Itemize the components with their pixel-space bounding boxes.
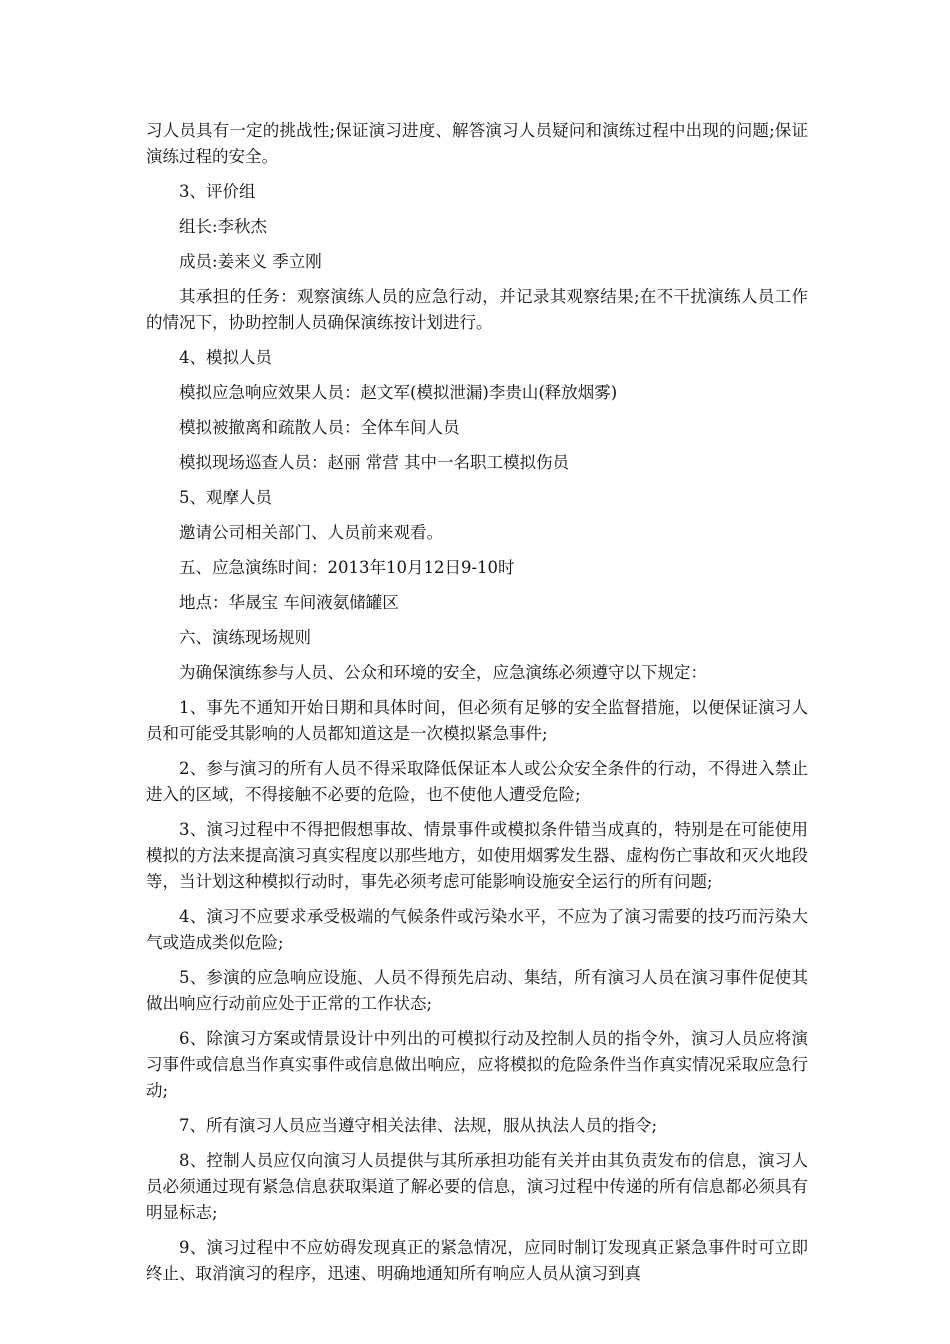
heading-simulation-staff: 4、模拟人员 (179, 348, 272, 367)
evaluation-group-tasks: 其承担的任务：观察演练人员的应急行动，并记录其观察结果;在不干扰演练人员工作的情况下，协助控制人员确保演练按计划进行。 (146, 287, 808, 332)
document-page (146, 118, 808, 1296)
simulation-patrol-staff: 模拟现场巡查人员：赵丽 常营 其中一名职工模拟伤员 (179, 453, 569, 472)
rule-8: 8、控制人员应仅向演习人员提供与其所承担功能有关并由其负责发布的信息，演习人员必须通过现有紧急信息获取渠道了解必要的信息，演习过程中传递的所有信息都必须具有明显标志; (146, 1151, 808, 1222)
evaluation-group-members: 成员:姜来义 季立刚 (179, 252, 322, 271)
rule-2: 2、参与演习的所有人员不得采取降低保证本人或公众安全条件的行动，不得进入禁止进入的区域，不得接触不必要的危险，也不使他人遭受危险; (146, 759, 808, 804)
drill-location: 地点：华晟宝 车间液氨储罐区 (179, 593, 399, 612)
rule-5: 5、参演的应急响应设施、人员不得预先启动、集结，所有演习人员在演习事件促使其做出响应行动前应处于正常的工作状态; (146, 968, 808, 1013)
rule-6: 6、除演习方案或情景设计中列出的可模拟行动及控制人员的指令外，演习人员应将演习事件或信息当作真实事件或信息做出响应，应将模拟的危险条件当作真实情况采取应急行动; (146, 1029, 808, 1100)
observers-text: 邀请公司相关部门、人员前来观看。 (179, 523, 443, 542)
rule-1: 1、事先不通知开始日期和具体时间，但必须有足够的安全监督措施，以便保证演习人员和可能受其影响的人员都知道这是一次模拟紧急事件; (146, 698, 808, 743)
evaluation-group-leader: 组长:李秋杰 (179, 217, 268, 236)
rule-7: 7、所有演习人员应当遵守相关法律、法规，服从执法人员的指令; (179, 1116, 658, 1135)
drill-time: 五、应急演练时间：2013年10月12日9-10时 (179, 558, 515, 577)
heading-evaluation-group: 3、评价组 (179, 182, 256, 201)
rule-9: 9、演习过程中不应妨碍发现真正的紧急情况，应同时制订发现真正紧急事件时可立即终止、取消演习的程序，迅速、明确地通知所有响应人员从演习到真 (146, 1238, 808, 1283)
paragraph-continuation: 习人员具有一定的挑战性;保证演习进度、解答演习人员疑问和演练过程中出现的问题;保证演练过程的安全。 (146, 121, 808, 166)
heading-site-rules: 六、演练现场规则 (179, 628, 311, 647)
site-rules-intro: 为确保演练参与人员、公众和环境的安全，应急演练必须遵守以下规定： (179, 663, 707, 682)
simulation-response-staff: 模拟应急响应效果人员：赵文军(模拟泄漏)李贵山(释放烟雾) (179, 383, 618, 402)
rule-4: 4、演习不应要求承受极端的气候条件或污染水平，不应为了演习需要的技巧而污染大气或造成类似危险; (146, 907, 808, 952)
rule-3: 3、演习过程中不得把假想事故、情景事件或模拟条件错当成真的，特别是在可能使用模拟的方法来提高演习真实程度以那些地方，如使用烟雾发生器、虚构伤亡事故和灭火地段等，当计划这种模拟行动时，事先必须考虑可能影响设施安全运行的所有问题; (146, 820, 808, 891)
heading-observers: 5、观摩人员 (179, 488, 272, 507)
simulation-evacuation-staff: 模拟被撤离和疏散人员：全体车间人员 (179, 418, 460, 437)
